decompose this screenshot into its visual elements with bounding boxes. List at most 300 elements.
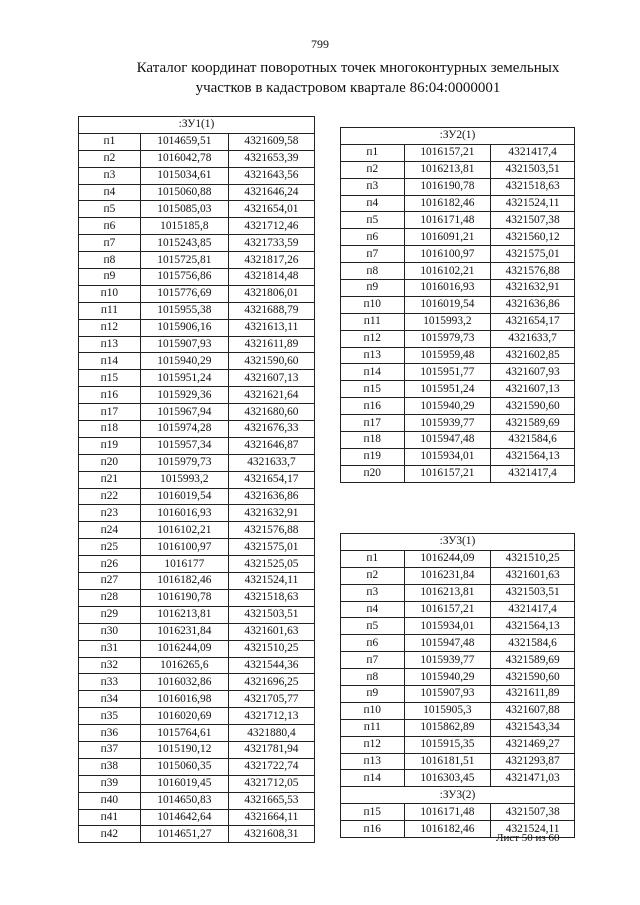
point-id-cell: п9 bbox=[341, 280, 405, 297]
point-id-cell: п8 bbox=[341, 263, 405, 280]
point-id-cell: п41 bbox=[79, 809, 141, 826]
y-coordinate-cell: 4321584,6 bbox=[491, 432, 575, 449]
point-id-cell: п36 bbox=[79, 725, 141, 742]
table-row bbox=[79, 353, 315, 370]
x-coordinate-cell: 1016157,21 bbox=[404, 465, 491, 482]
x-coordinate-cell: 1014651,27 bbox=[140, 826, 228, 843]
y-coordinate-cell: 4321524,11 bbox=[491, 195, 575, 212]
y-coordinate-cell: 4321518,63 bbox=[491, 178, 575, 195]
coordinates-table-zu2 bbox=[340, 127, 575, 483]
x-coordinate-cell: 1015993,2 bbox=[140, 471, 228, 488]
y-coordinate-cell: 4321643,56 bbox=[228, 167, 314, 184]
x-coordinate-cell: 1016020,69 bbox=[140, 708, 228, 725]
point-id-cell: п16 bbox=[341, 398, 405, 415]
point-id-cell: п14 bbox=[341, 770, 405, 787]
x-coordinate-cell: 1016016,93 bbox=[140, 505, 228, 522]
point-id-cell: п1 bbox=[341, 144, 405, 161]
point-id-cell: п10 bbox=[79, 285, 141, 302]
x-coordinate-cell: 1016171,48 bbox=[404, 804, 491, 821]
x-coordinate-cell: 1016181,51 bbox=[404, 753, 491, 770]
y-coordinate-cell: 4321590,60 bbox=[491, 398, 575, 415]
table-row bbox=[341, 804, 575, 821]
point-id-cell: п2 bbox=[79, 150, 141, 167]
x-coordinate-cell: 1016182,46 bbox=[404, 821, 491, 838]
x-coordinate-cell: 1016171,48 bbox=[404, 212, 491, 229]
table-row bbox=[79, 674, 315, 691]
point-id-cell: п34 bbox=[79, 691, 141, 708]
point-id-cell: п19 bbox=[79, 437, 141, 454]
point-id-cell: п6 bbox=[79, 218, 141, 235]
x-coordinate-cell: 1016213,81 bbox=[404, 584, 491, 601]
x-coordinate-cell: 1016182,46 bbox=[404, 195, 491, 212]
x-coordinate-cell: 1014650,83 bbox=[140, 792, 228, 809]
x-coordinate-cell: 1014659,51 bbox=[140, 133, 228, 150]
point-id-cell: п11 bbox=[79, 302, 141, 319]
page-number: 799 bbox=[311, 37, 329, 51]
table-row bbox=[79, 269, 315, 286]
y-coordinate-cell: 4321633,7 bbox=[491, 330, 575, 347]
title-line-2: участков в кадастровом квартале 86:04:0000001 bbox=[195, 80, 501, 96]
y-coordinate-cell: 4321733,59 bbox=[228, 235, 314, 252]
x-coordinate-cell: 1015934,01 bbox=[404, 448, 491, 465]
x-coordinate-cell: 1016157,21 bbox=[404, 144, 491, 161]
table-row bbox=[79, 235, 315, 252]
y-coordinate-cell: 4321636,86 bbox=[491, 296, 575, 313]
table-row bbox=[79, 589, 315, 606]
section-header: :ЗУ3(1) bbox=[341, 534, 575, 551]
x-coordinate-cell: 1015243,85 bbox=[140, 235, 228, 252]
table-row bbox=[341, 770, 575, 787]
table-row bbox=[79, 758, 315, 775]
point-id-cell: п14 bbox=[79, 353, 141, 370]
y-coordinate-cell: 4321471,03 bbox=[491, 770, 575, 787]
table-row bbox=[79, 522, 315, 539]
point-id-cell: п20 bbox=[341, 465, 405, 482]
x-coordinate-cell: 1015756,86 bbox=[140, 269, 228, 286]
y-coordinate-cell: 4321293,87 bbox=[491, 753, 575, 770]
x-coordinate-cell: 1016102,21 bbox=[404, 263, 491, 280]
x-coordinate-cell: 1015959,48 bbox=[404, 347, 491, 364]
y-coordinate-cell: 4321817,26 bbox=[228, 252, 314, 269]
x-coordinate-cell: 1015185,8 bbox=[140, 218, 228, 235]
y-coordinate-cell: 4321525,05 bbox=[228, 556, 314, 573]
x-coordinate-cell: 1016231,84 bbox=[140, 623, 228, 640]
x-coordinate-cell: 1015934,01 bbox=[404, 618, 491, 635]
point-id-cell: п2 bbox=[341, 161, 405, 178]
x-coordinate-cell: 1015776,69 bbox=[140, 285, 228, 302]
point-id-cell: п10 bbox=[341, 702, 405, 719]
point-id-cell: п11 bbox=[341, 313, 405, 330]
x-coordinate-cell: 1016091,21 bbox=[404, 229, 491, 246]
y-coordinate-cell: 4321654,17 bbox=[491, 313, 575, 330]
point-id-cell: п40 bbox=[79, 792, 141, 809]
x-coordinate-cell: 1016016,93 bbox=[404, 280, 491, 297]
y-coordinate-cell: 4321510,25 bbox=[228, 640, 314, 657]
point-id-cell: п19 bbox=[341, 448, 405, 465]
point-id-cell: п2 bbox=[341, 567, 405, 584]
table-row bbox=[341, 398, 575, 415]
point-id-cell: п26 bbox=[79, 556, 141, 573]
point-id-cell: п8 bbox=[79, 252, 141, 269]
point-id-cell: п35 bbox=[79, 708, 141, 725]
table-row bbox=[341, 296, 575, 313]
table-row bbox=[79, 201, 315, 218]
x-coordinate-cell: 1015906,16 bbox=[140, 319, 228, 336]
table-row bbox=[79, 775, 315, 792]
x-coordinate-cell: 1016182,46 bbox=[140, 573, 228, 590]
y-coordinate-cell: 4321576,88 bbox=[228, 522, 314, 539]
y-coordinate-cell: 4321524,11 bbox=[491, 821, 575, 838]
table-row bbox=[341, 144, 575, 161]
table-row bbox=[341, 719, 575, 736]
y-coordinate-cell: 4321632,91 bbox=[228, 505, 314, 522]
x-coordinate-cell: 1016190,78 bbox=[404, 178, 491, 195]
table-row bbox=[79, 252, 315, 269]
y-coordinate-cell: 4321653,39 bbox=[228, 150, 314, 167]
table-row bbox=[79, 623, 315, 640]
point-id-cell: п3 bbox=[341, 584, 405, 601]
point-id-cell: п29 bbox=[79, 606, 141, 623]
y-coordinate-cell: 4321722,74 bbox=[228, 758, 314, 775]
x-coordinate-cell: 1015060,35 bbox=[140, 758, 228, 775]
point-id-cell: п17 bbox=[79, 404, 141, 421]
coordinates-table-zu1 bbox=[78, 116, 315, 843]
y-coordinate-cell: 4321633,7 bbox=[228, 454, 314, 471]
table-row bbox=[341, 448, 575, 465]
y-coordinate-cell: 4321589,69 bbox=[491, 652, 575, 669]
section-header: :ЗУ3(2) bbox=[341, 787, 575, 804]
point-id-cell: п15 bbox=[341, 381, 405, 398]
section-header: :ЗУ2(1) bbox=[341, 128, 575, 145]
point-id-cell: п3 bbox=[79, 167, 141, 184]
table-row bbox=[341, 618, 575, 635]
y-coordinate-cell: 4321417,4 bbox=[491, 144, 575, 161]
table-row bbox=[341, 347, 575, 364]
y-coordinate-cell: 4321680,60 bbox=[228, 404, 314, 421]
x-coordinate-cell: 1016177 bbox=[140, 556, 228, 573]
x-coordinate-cell: 1015940,29 bbox=[404, 669, 491, 686]
x-coordinate-cell: 1016157,21 bbox=[404, 601, 491, 618]
point-id-cell: п4 bbox=[79, 184, 141, 201]
table-row bbox=[79, 640, 315, 657]
x-coordinate-cell: 1015955,38 bbox=[140, 302, 228, 319]
point-id-cell: п12 bbox=[341, 736, 405, 753]
x-coordinate-cell: 1016265,6 bbox=[140, 657, 228, 674]
sheet-footer: Лист 50 из 60 bbox=[496, 832, 560, 844]
table-row bbox=[79, 573, 315, 590]
x-coordinate-cell: 1014642,64 bbox=[140, 809, 228, 826]
y-coordinate-cell: 4321696,25 bbox=[228, 674, 314, 691]
point-id-cell: п38 bbox=[79, 758, 141, 775]
table-row bbox=[341, 364, 575, 381]
x-coordinate-cell: 1015951,24 bbox=[404, 381, 491, 398]
table-row bbox=[341, 652, 575, 669]
y-coordinate-cell: 4321507,38 bbox=[491, 804, 575, 821]
point-id-cell: п9 bbox=[79, 269, 141, 286]
x-coordinate-cell: 1015939,77 bbox=[404, 415, 491, 432]
x-coordinate-cell: 1016190,78 bbox=[140, 589, 228, 606]
y-coordinate-cell: 4321560,12 bbox=[491, 229, 575, 246]
x-coordinate-cell: 1016244,09 bbox=[140, 640, 228, 657]
y-coordinate-cell: 4321806,01 bbox=[228, 285, 314, 302]
table-row bbox=[341, 381, 575, 398]
y-coordinate-cell: 4321469,27 bbox=[491, 736, 575, 753]
y-coordinate-cell: 4321607,93 bbox=[491, 364, 575, 381]
point-id-cell: п11 bbox=[341, 719, 405, 736]
table-row bbox=[341, 432, 575, 449]
point-id-cell: п3 bbox=[341, 178, 405, 195]
point-id-cell: п18 bbox=[79, 421, 141, 438]
table-row bbox=[341, 161, 575, 178]
table-row bbox=[79, 809, 315, 826]
y-coordinate-cell: 4321584,6 bbox=[491, 635, 575, 652]
x-coordinate-cell: 1015060,88 bbox=[140, 184, 228, 201]
x-coordinate-cell: 1015993,2 bbox=[404, 313, 491, 330]
table-row bbox=[79, 488, 315, 505]
y-coordinate-cell: 4321665,53 bbox=[228, 792, 314, 809]
point-id-cell: п8 bbox=[341, 669, 405, 686]
point-id-cell: п25 bbox=[79, 539, 141, 556]
x-coordinate-cell: 1016303,45 bbox=[404, 770, 491, 787]
table-row bbox=[341, 753, 575, 770]
table-row bbox=[79, 741, 315, 758]
x-coordinate-cell: 1016042,78 bbox=[140, 150, 228, 167]
y-coordinate-cell: 4321590,60 bbox=[491, 669, 575, 686]
table-row bbox=[341, 280, 575, 297]
table-row bbox=[79, 826, 315, 843]
y-coordinate-cell: 4321676,33 bbox=[228, 421, 314, 438]
x-coordinate-cell: 1015957,34 bbox=[140, 437, 228, 454]
table-row bbox=[341, 584, 575, 601]
table-row bbox=[79, 471, 315, 488]
point-id-cell: п1 bbox=[79, 133, 141, 150]
point-id-cell: п4 bbox=[341, 195, 405, 212]
x-coordinate-cell: 1015940,29 bbox=[140, 353, 228, 370]
table-row bbox=[341, 465, 575, 482]
point-id-cell: п9 bbox=[341, 686, 405, 703]
point-id-cell: п15 bbox=[79, 370, 141, 387]
table-row bbox=[79, 539, 315, 556]
table-row bbox=[341, 229, 575, 246]
point-id-cell: п10 bbox=[341, 296, 405, 313]
table-row bbox=[341, 313, 575, 330]
x-coordinate-cell: 1015725,81 bbox=[140, 252, 228, 269]
y-coordinate-cell: 4321607,13 bbox=[228, 370, 314, 387]
y-coordinate-cell: 4321503,51 bbox=[228, 606, 314, 623]
table-row bbox=[341, 178, 575, 195]
y-coordinate-cell: 4321575,01 bbox=[228, 539, 314, 556]
y-coordinate-cell: 4321503,51 bbox=[491, 584, 575, 601]
table-row bbox=[341, 263, 575, 280]
point-id-cell: п17 bbox=[341, 415, 405, 432]
y-coordinate-cell: 4321646,24 bbox=[228, 184, 314, 201]
y-coordinate-cell: 4321564,13 bbox=[491, 448, 575, 465]
y-coordinate-cell: 4321880,4 bbox=[228, 725, 314, 742]
y-coordinate-cell: 4321814,48 bbox=[228, 269, 314, 286]
point-id-cell: п23 bbox=[79, 505, 141, 522]
point-id-cell: п1 bbox=[341, 550, 405, 567]
table-row bbox=[79, 167, 315, 184]
table-row bbox=[79, 133, 315, 150]
point-id-cell: п5 bbox=[79, 201, 141, 218]
section-header-row bbox=[341, 128, 575, 145]
table-row bbox=[79, 184, 315, 201]
point-id-cell: п12 bbox=[79, 319, 141, 336]
table-row bbox=[341, 330, 575, 347]
point-id-cell: п33 bbox=[79, 674, 141, 691]
table-row bbox=[79, 285, 315, 302]
table-row bbox=[79, 218, 315, 235]
point-id-cell: п27 bbox=[79, 573, 141, 590]
table-row bbox=[79, 319, 315, 336]
table-row bbox=[341, 246, 575, 263]
table-row bbox=[79, 691, 315, 708]
x-coordinate-cell: 1015190,12 bbox=[140, 741, 228, 758]
y-coordinate-cell: 4321636,86 bbox=[228, 488, 314, 505]
y-coordinate-cell: 4321654,17 bbox=[228, 471, 314, 488]
y-coordinate-cell: 4321621,64 bbox=[228, 387, 314, 404]
table-row bbox=[341, 567, 575, 584]
section-header: :ЗУ1(1) bbox=[79, 117, 315, 134]
table-row bbox=[79, 792, 315, 809]
y-coordinate-cell: 4321510,25 bbox=[491, 550, 575, 567]
table-row bbox=[341, 601, 575, 618]
y-coordinate-cell: 4321576,88 bbox=[491, 263, 575, 280]
point-id-cell: п6 bbox=[341, 635, 405, 652]
x-coordinate-cell: 1015951,77 bbox=[404, 364, 491, 381]
y-coordinate-cell: 4321564,13 bbox=[491, 618, 575, 635]
x-coordinate-cell: 1015939,77 bbox=[404, 652, 491, 669]
table-row bbox=[79, 606, 315, 623]
x-coordinate-cell: 1016102,21 bbox=[140, 522, 228, 539]
point-id-cell: п4 bbox=[341, 601, 405, 618]
y-coordinate-cell: 4321611,89 bbox=[228, 336, 314, 353]
point-id-cell: п13 bbox=[341, 753, 405, 770]
table-row bbox=[79, 302, 315, 319]
y-coordinate-cell: 4321609,58 bbox=[228, 133, 314, 150]
x-coordinate-cell: 1016244,09 bbox=[404, 550, 491, 567]
table-row bbox=[341, 550, 575, 567]
y-coordinate-cell: 4321575,01 bbox=[491, 246, 575, 263]
table-row bbox=[79, 657, 315, 674]
x-coordinate-cell: 1016213,81 bbox=[404, 161, 491, 178]
point-id-cell: п13 bbox=[79, 336, 141, 353]
point-id-cell: п16 bbox=[341, 821, 405, 838]
table-row bbox=[79, 336, 315, 353]
table-row bbox=[79, 370, 315, 387]
x-coordinate-cell: 1015951,24 bbox=[140, 370, 228, 387]
y-coordinate-cell: 4321417,4 bbox=[491, 465, 575, 482]
point-id-cell: п15 bbox=[341, 804, 405, 821]
x-coordinate-cell: 1015085,03 bbox=[140, 201, 228, 218]
y-coordinate-cell: 4321607,13 bbox=[491, 381, 575, 398]
page-title bbox=[118, 58, 578, 98]
y-coordinate-cell: 4321632,91 bbox=[491, 280, 575, 297]
y-coordinate-cell: 4321602,85 bbox=[491, 347, 575, 364]
y-coordinate-cell: 4321524,11 bbox=[228, 573, 314, 590]
point-id-cell: п14 bbox=[341, 364, 405, 381]
y-coordinate-cell: 4321688,79 bbox=[228, 302, 314, 319]
point-id-cell: п7 bbox=[341, 246, 405, 263]
point-id-cell: п5 bbox=[341, 212, 405, 229]
x-coordinate-cell: 1016100,97 bbox=[140, 539, 228, 556]
y-coordinate-cell: 4321654,01 bbox=[228, 201, 314, 218]
point-id-cell: п30 bbox=[79, 623, 141, 640]
x-coordinate-cell: 1016019,45 bbox=[140, 775, 228, 792]
y-coordinate-cell: 4321544,36 bbox=[228, 657, 314, 674]
table-row bbox=[79, 421, 315, 438]
point-id-cell: п22 bbox=[79, 488, 141, 505]
y-coordinate-cell: 4321601,63 bbox=[228, 623, 314, 640]
table-row bbox=[341, 736, 575, 753]
coordinates-table-zu3 bbox=[340, 533, 575, 838]
point-id-cell: п16 bbox=[79, 387, 141, 404]
table-row bbox=[79, 404, 315, 421]
point-id-cell: п37 bbox=[79, 741, 141, 758]
point-id-cell: п7 bbox=[341, 652, 405, 669]
y-coordinate-cell: 4321712,05 bbox=[228, 775, 314, 792]
point-id-cell: п42 bbox=[79, 826, 141, 843]
table-row bbox=[79, 556, 315, 573]
x-coordinate-cell: 1016019,54 bbox=[140, 488, 228, 505]
y-coordinate-cell: 4321613,11 bbox=[228, 319, 314, 336]
point-id-cell: п18 bbox=[341, 432, 405, 449]
x-coordinate-cell: 1016100,97 bbox=[404, 246, 491, 263]
x-coordinate-cell: 1015915,35 bbox=[404, 736, 491, 753]
table-row bbox=[341, 635, 575, 652]
point-id-cell: п39 bbox=[79, 775, 141, 792]
x-coordinate-cell: 1015967,94 bbox=[140, 404, 228, 421]
y-coordinate-cell: 4321664,11 bbox=[228, 809, 314, 826]
y-coordinate-cell: 4321417,4 bbox=[491, 601, 575, 618]
x-coordinate-cell: 1016213,81 bbox=[140, 606, 228, 623]
y-coordinate-cell: 4321607,88 bbox=[491, 702, 575, 719]
table-row bbox=[341, 212, 575, 229]
x-coordinate-cell: 1015907,93 bbox=[140, 336, 228, 353]
x-coordinate-cell: 1015940,29 bbox=[404, 398, 491, 415]
table-row bbox=[341, 702, 575, 719]
x-coordinate-cell: 1015979,73 bbox=[404, 330, 491, 347]
point-id-cell: п5 bbox=[341, 618, 405, 635]
point-id-cell: п28 bbox=[79, 589, 141, 606]
table-row bbox=[79, 454, 315, 471]
point-id-cell: п7 bbox=[79, 235, 141, 252]
x-coordinate-cell: 1015905,3 bbox=[404, 702, 491, 719]
y-coordinate-cell: 4321589,69 bbox=[491, 415, 575, 432]
x-coordinate-cell: 1016231,84 bbox=[404, 567, 491, 584]
y-coordinate-cell: 4321543,34 bbox=[491, 719, 575, 736]
y-coordinate-cell: 4321608,31 bbox=[228, 826, 314, 843]
x-coordinate-cell: 1015034,61 bbox=[140, 167, 228, 184]
y-coordinate-cell: 4321503,51 bbox=[491, 161, 575, 178]
section-header-row bbox=[341, 534, 575, 551]
table-row bbox=[79, 150, 315, 167]
x-coordinate-cell: 1015907,93 bbox=[404, 686, 491, 703]
table-row bbox=[341, 669, 575, 686]
section-header-row bbox=[341, 787, 575, 804]
table-row bbox=[79, 725, 315, 742]
point-id-cell: п21 bbox=[79, 471, 141, 488]
y-coordinate-cell: 4321712,13 bbox=[228, 708, 314, 725]
x-coordinate-cell: 1016032,86 bbox=[140, 674, 228, 691]
y-coordinate-cell: 4321705,77 bbox=[228, 691, 314, 708]
y-coordinate-cell: 4321590,60 bbox=[228, 353, 314, 370]
section-header-row bbox=[79, 117, 315, 134]
x-coordinate-cell: 1016019,54 bbox=[404, 296, 491, 313]
table-row bbox=[79, 437, 315, 454]
y-coordinate-cell: 4321781,94 bbox=[228, 741, 314, 758]
table-row bbox=[341, 415, 575, 432]
